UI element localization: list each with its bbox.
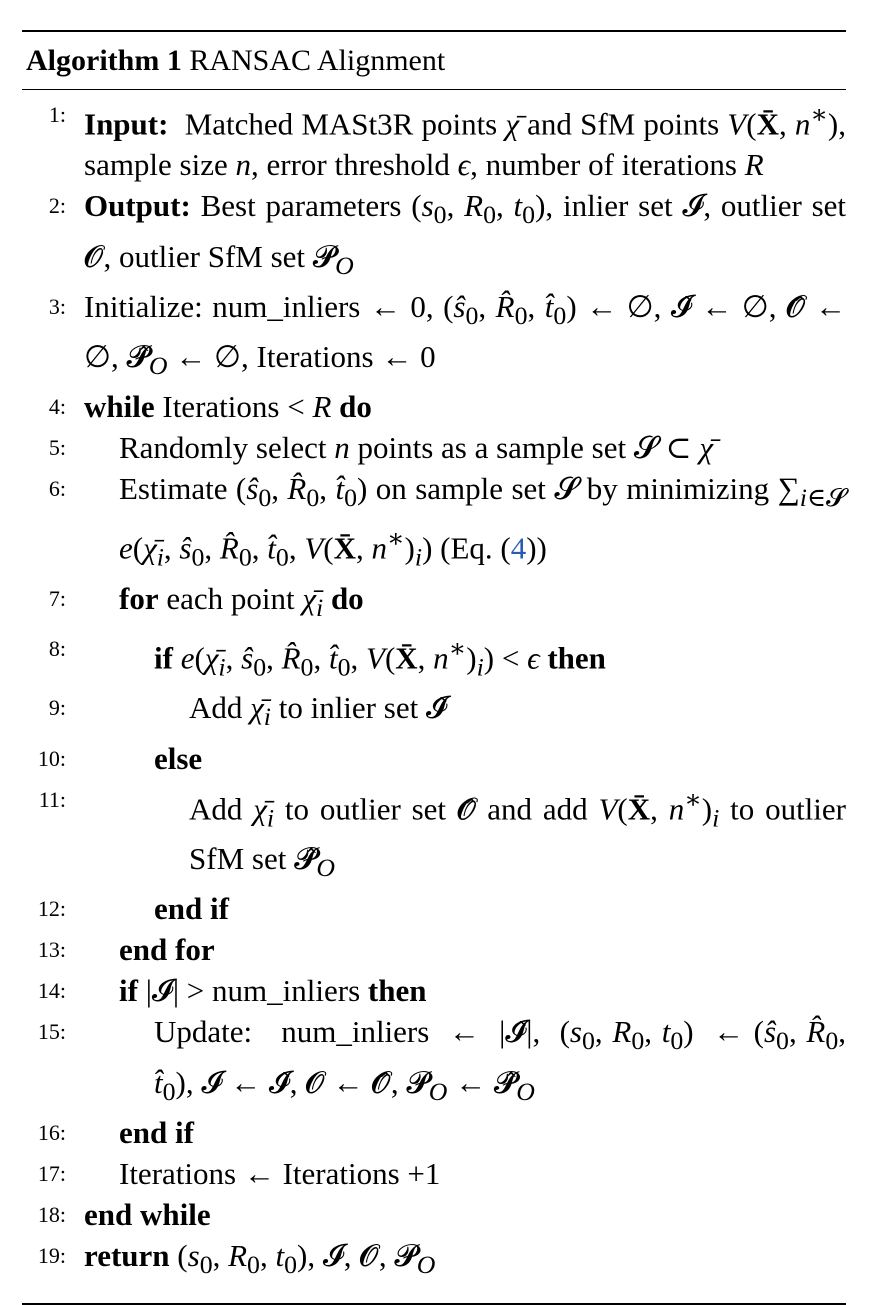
algorithm-line-7: 7: for each point $\chī_i$ do <box>22 578 846 628</box>
algorithm-line-3: 3: Initialize: num_inliers ← 0, ($ŝ_0$, $R̂_0$, $t̂_0$) ← ∅, 𝓘̂ ← ∅, 𝓞̂ ← ∅, $𝓟̂_O$ ← ∅, Iterations ← 0 <box>22 286 846 386</box>
line-number: 18: <box>37 1201 66 1227</box>
algorithm-line-1: 1: Input: Matched MASt3R points χ̄ and SfM points V(X̄, n∗), sample size n, error threshold ϵ, number of iterations R <box>22 94 846 185</box>
line-number: 9: <box>48 695 66 721</box>
line-number: 15: <box>37 1019 66 1045</box>
algorithm-line-2: 2: Output: Best parameters ($s_0$, $R_0$, $t_0$), inlier set 𝓘, outlier set 𝓞, outlier SfM set 𝓟$_O$ <box>22 185 846 285</box>
line-number: 2: <box>48 193 66 219</box>
line-number: 13: <box>37 937 66 963</box>
line-number: 12: <box>37 896 66 922</box>
algorithm-line-8: 8: if $e(\chī_i$, $ŝ_0$, $R̂_0$, $t̂_0$, V(X̄, $n^∗)_i) < \epsilon$ then <box>22 628 846 688</box>
algorithm-line-6: 6: Estimate ($ŝ_0$, $R̂_0$, $t̂_0$) on sample set 𝓢 by minimizing $\sum_{i\in 𝓢}$ $e(\chī_i$, $ŝ_0$, $R̂_0$, $t̂_0$, V(X̄, $n^∗)_i$) (Eq. (4)) <box>22 468 846 578</box>
algorithm-line-19: 19: return ($s_0$, $R_0$, $t_0$), 𝓘, 𝓞, 𝓟$_O$ <box>22 1235 846 1285</box>
algorithm-line-14: 14: if |𝓘| > num_inliers then <box>22 970 846 1011</box>
caption-title: RANSAC Alignment <box>189 44 446 77</box>
algorithm-line-15: 15: Update: num_inliers ← |𝓘̂|, ($s_0$, $R_0$, $t_0$) ← ($ŝ_0$, $R̂_0$, $t̂_0$), 𝓘 ← 𝓘̂, 𝓞 ← 𝓞̂, 𝓟$_O$ ← $𝓟̂_O$ <box>22 1011 846 1111</box>
line-number: 14: <box>37 978 66 1004</box>
algorithm-line-12: 12: end if <box>22 888 846 929</box>
algorithm-line-11: 11: Add $\chī_i$ to outlier set 𝓞̂ and add V(X̄, $n^∗)_i$ to outlier SfM set $𝓟̂_O$ <box>22 779 846 889</box>
algorithm-line-9: 9: Add $\chī_i$ to inlier set 𝓘̂ <box>22 687 846 737</box>
line-number: 11: <box>38 786 66 812</box>
caption-label: Algorithm 1 <box>26 44 182 77</box>
algorithm-line-17: 17: Iterations ← Iterations +1 <box>22 1153 846 1194</box>
algorithm-lines <box>22 90 846 1285</box>
algorithm-caption <box>22 32 846 89</box>
line-number: 8: <box>48 635 66 661</box>
algorithm-line-18: 18: end while <box>22 1194 846 1235</box>
line-number: 1: <box>48 102 66 127</box>
line-number: 17: <box>37 1160 66 1186</box>
line-number: 5: <box>48 435 66 461</box>
line-number: 10: <box>37 745 66 771</box>
algorithm-block <box>22 30 846 1305</box>
line-number: 16: <box>37 1119 66 1145</box>
algorithm-line-13: 13: end for <box>22 929 846 970</box>
line-number: 7: <box>48 585 66 611</box>
algorithm-line-5: 5: Randomly select n points as a sample set 𝓢 ⊂ χ̄ <box>22 427 846 468</box>
line-number: 19: <box>37 1242 66 1268</box>
line-number: 6: <box>48 476 66 502</box>
algorithm-line-4: 4: while Iterations < R do <box>22 386 846 427</box>
line-number: 4: <box>48 394 66 420</box>
algorithm-line-10: 10: else <box>22 738 846 779</box>
line-number: 3: <box>48 293 66 319</box>
algorithm-line-16: 16: end if <box>22 1112 846 1153</box>
